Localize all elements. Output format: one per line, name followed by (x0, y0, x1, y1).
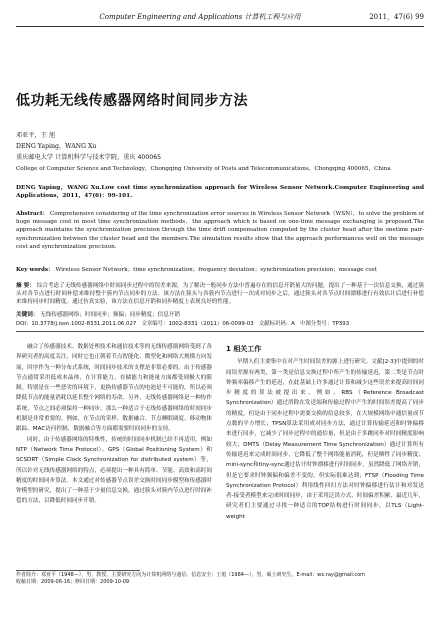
footnote-divider (16, 570, 140, 571)
running-header (16, 4, 424, 27)
body-paragraph: 融合了传感器技术、数据处理技术和通信技术等的无线传感器网络受到了各界研究者的高度关注，同时它也正朝着节点智能化、微型化和网络大规模方向发展，时序作为一种分布式系统，时间同步技术的支撑是非常必要的。由于传感器节点通常采用低成本晶体，在计算能力、存储能力和能量方面都受到极大的限制。特别是在一些恶劣的环境下，更换传感器节点的电池是不可能的，所以必须降低节点的能量消耗以延长整个网络的寿命。另外，无线传感器网络是一种协作系统，节点之间必须保持一种同步，那么一种适合于无线传感器网络的时间同步机制是非常重要的。例如，在节点的采样、数据融合、节点睡眠调度、移动物体跟踪、MAC访问控制、数据融合等方面都需要时间同步的支持。 (16, 344, 212, 433)
keywords-en (16, 266, 424, 274)
citation: DENG Yaping，WANG Xu.Low cost time synchronization approach for Wireless Sensor Network.Computer Engineering and Applications，2011，47(6)：99-101. (16, 185, 424, 200)
issue-page: 2011，47(6) 99 (369, 13, 424, 21)
abstract-en-text: Comprehensive considering of the time synchronization error sources in Wireless Sensor Network（WSN），to solve the problem of huge message cost in most time synchronization methods，the approach which is based on one-time message exchanging is proposed.The approach maintains the synchronization precision through the time drift compensation computed by the cluster head after the onetime pair-synchronization between the cluster head and the members.The simulation results show that the approach performances well on the message cost and synchronization precision. (16, 211, 424, 250)
keywords-cn-label: 关键词： (16, 312, 39, 318)
keywords-en-label: Key words： (16, 267, 54, 273)
abstract-cn (16, 282, 424, 307)
body-right-column (226, 342, 424, 522)
body-paragraph: 同时，由于传感器网络的特殊性，传统的时间同步机制已经不再适用，例如NTP（Network Time Protocol）、GPS（Global Positioning System）和SCSDRT（Simple Clock Synchronization for distributed system）等，所以针对无线传感器网络的特点，必须提出一种具有简单、节能、高效和高时间精度的时间同步算法。本文通过对传感器节点误差交换时间同步模型和传感器时钟模型的研究，提出了一种基于少量信息交换，通过簇头对簇内节点进行时间补偿的方法，以降低时间同步开销。 (16, 436, 212, 505)
document-code: 文献标识码：A (258, 321, 295, 327)
journal-name: Computer Engineering and Applications 计算机工程与应用 (99, 13, 301, 21)
body-paragraph: 早期人们主要集中在对产生时间误差的源上进行研究。文献[2-3]中提到的时间误差源有两类，第一类是信息交换过程中所产生的传输延迟，第二类是节点时钟频率偏移产生的延迟，在此基础上许多通过计算和减少这些误差来提高时间同步精度的算法被提出来。例如，RBS（Reference Broadcast Synchronization）通过消除在发送端和传输过程中产生的时间误差提高了同步的精度，但是由于同步过程中需要交换的信息较多，在大规模网络中通信量成节点数的平方增长；TPSN算法采用成对同步方法，通过计算传输延迟和时钟偏移来进行同步，它减少了同步过程中的通信量，但是由于多跳同步对时间精度影响较大；DMTS（Delay Measurement Time Synchronization）通过计算所有传输延迟来完成时间同步，它降低了整个网络能量消耗，但是牺牲了同步精度；mini-sync和tiny-sync通过估计时钟漂移进行时间同步，虽然降低了网络开销，但是它要求时钟频偏和偏差不变的，但实际很难达到；FTSP（Flooding Time Synchronization Protocol）利用线性回归方法对时钟偏移进行估计和对发送者-接受者模型来完成时间同步，由于采用泛洪方式，时间偏差积累，最近几年，研究者们主要通过寻找一种适合的TOP结构进行时间同步，以TLS（Light-weight (226, 359, 424, 520)
article-meta (16, 320, 424, 328)
article-number: 文章编号：1002-8331（2011）06-0099-03 (141, 321, 254, 327)
classification-number: 中图分类号：TP393 (299, 321, 350, 327)
keywords-cn (16, 311, 424, 319)
footnote: 作者简介：邓亚平（1948—），男，教授，主要研究方向为计算机网络与通信、信息安全；王旭（1984—），男，硕士研究生。E-mail：wx.ray@gmail.com 收稿日期：2009-06-16；修回日期：2009-10-09 (16, 572, 366, 585)
body-left-column (16, 342, 212, 507)
affiliation-cn: 重庆邮电大学 计算机科学与技术学院，重庆 400065 (16, 154, 162, 161)
affiliation-en: College of Computer Science and Technology，Chongqing University of Posts and Telecommunications，Chongqing 400065，China (16, 166, 391, 172)
doi: DOI：10.3778/j.issn.1002-8331.2011.06.027 (16, 321, 137, 327)
paper-title: 低功耗无线传感器网络时间同步方法 (16, 93, 248, 109)
authors-en: DENG Yaping，WANG Xu (16, 143, 97, 150)
authors-cn: 邓亚平，王 旭 (16, 132, 56, 139)
keywords-en-text: Wireless Sensor Network；time synchronization；frequency deviation；synchronization precision；message cost (55, 267, 377, 273)
keywords-cn-text: 无线传感器网络；时间同步；频偏；同步精度；信息开销 (40, 312, 181, 318)
section-heading: 1 相关工作 (226, 345, 262, 353)
abstract-en (16, 210, 424, 251)
abstract-en-label: Abstract： (16, 211, 49, 217)
meta-divider (16, 331, 424, 332)
abstract-cn-text: 综合考虑了无线传感器网络中时间同步过程中的误差来源，为了解决一般同步方法中普遍存在的信息开销量大的问题，提出了一种基于一次信息交换，通过簇头对各节点进行时间补偿来维持整个簇内节点同步的方法。该方法在簇头与各簇内节点进行一次成对同步之后，通过簇头对各节点时间漂移进行有效估计后进行补偿来维持同步时间精度。通过仿真实验，该方法在信息开销和同步精度上表现良好的性能。 (16, 283, 424, 306)
abstract-cn-label: 摘 要： (16, 283, 35, 289)
